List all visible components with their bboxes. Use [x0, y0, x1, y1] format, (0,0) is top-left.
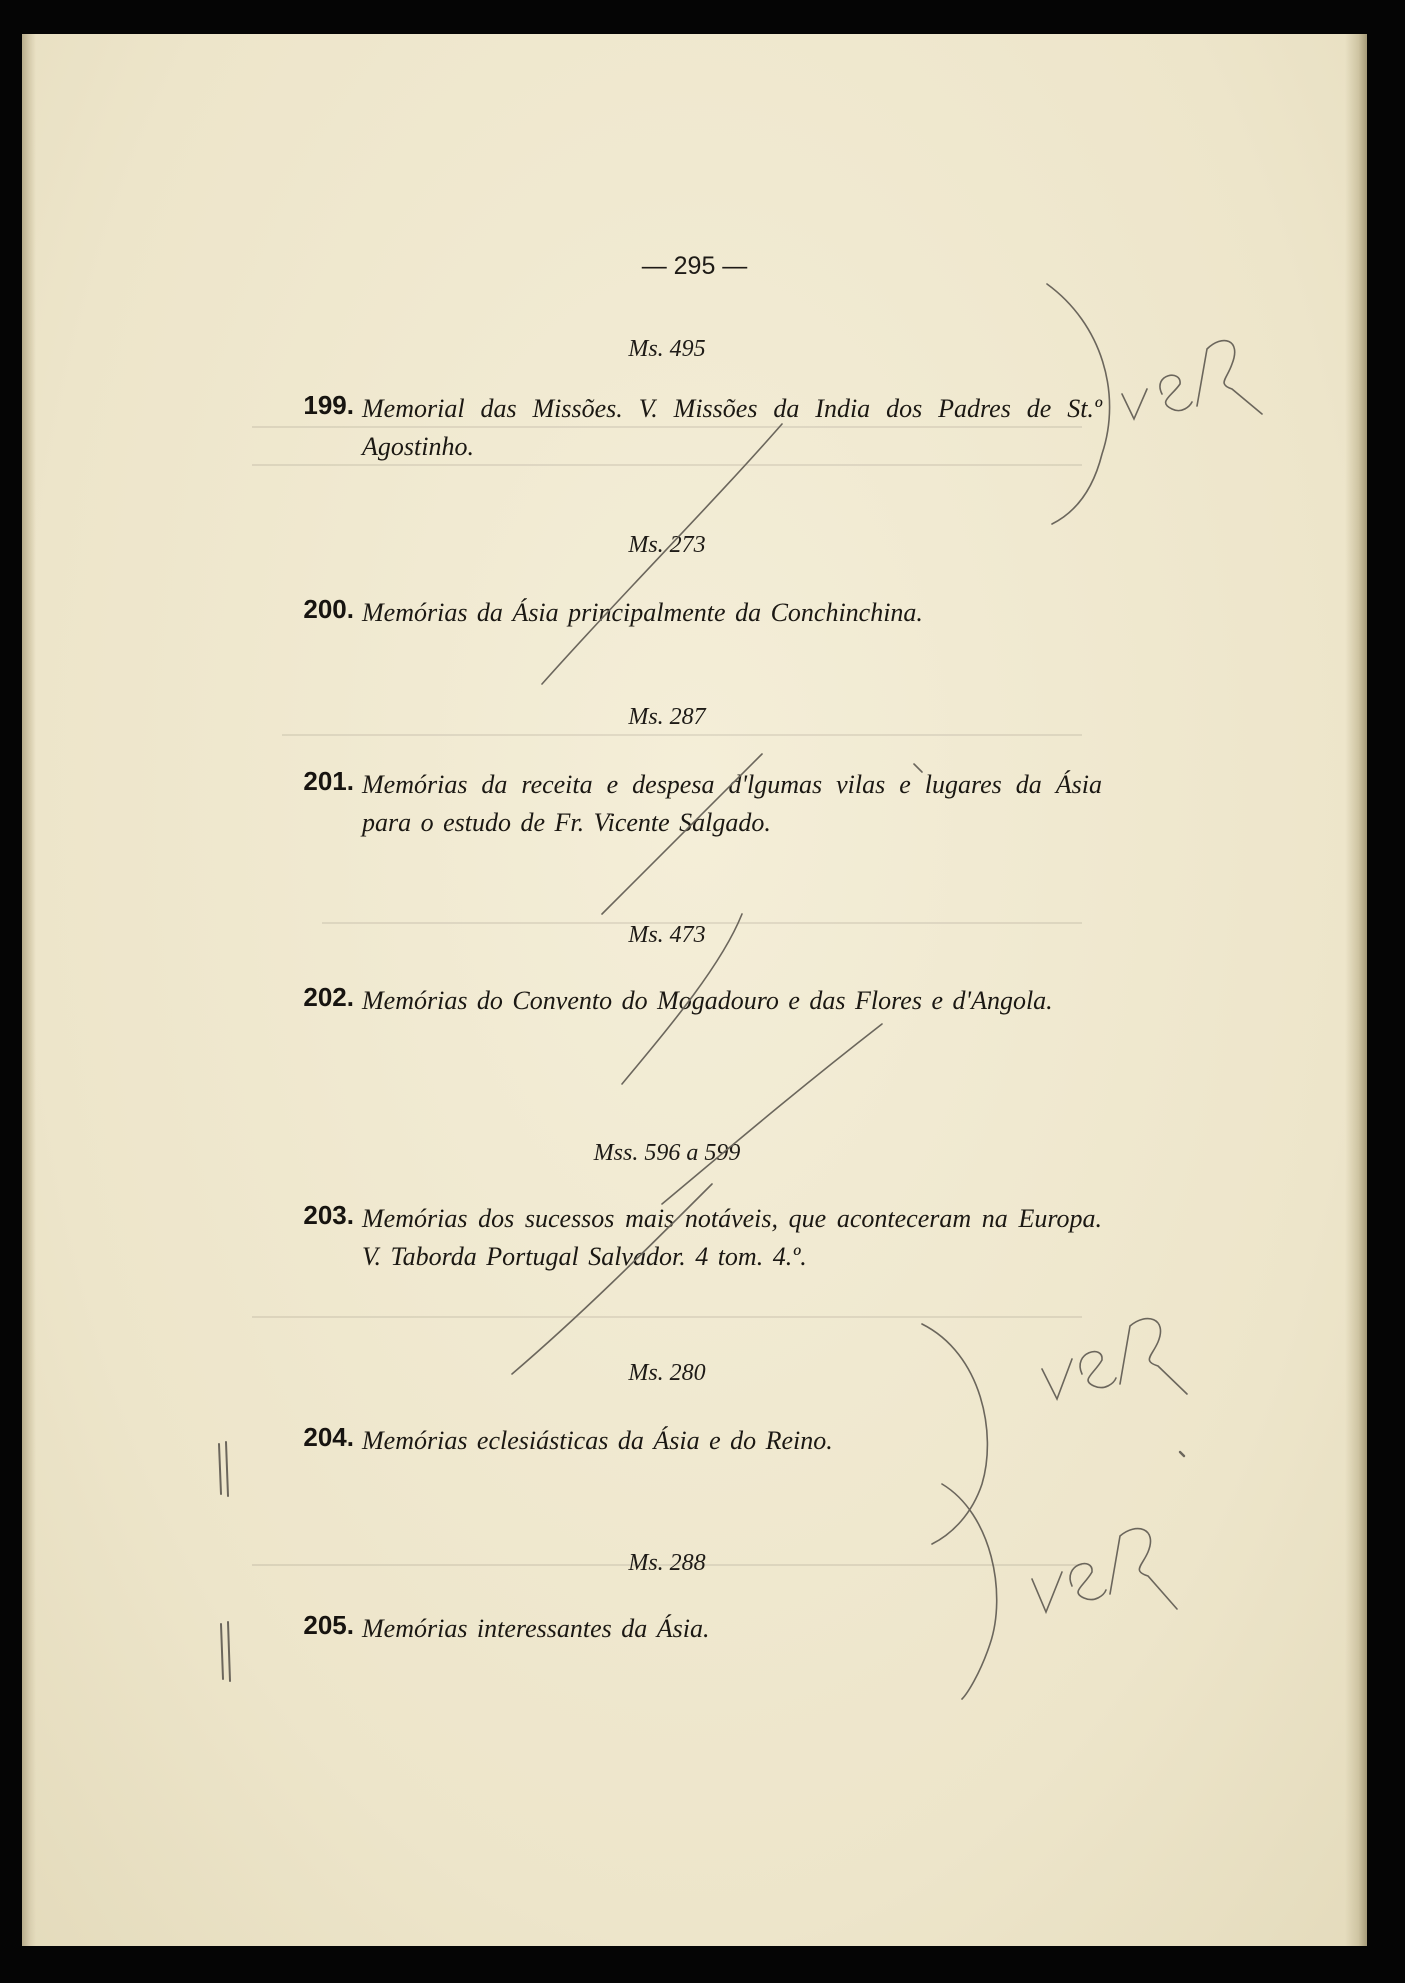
pencil-strike-line	[542, 424, 782, 684]
entry-number: 205.	[303, 1610, 354, 1640]
pencil-strike-line	[602, 754, 762, 914]
entry-text: Memórias do Convento do Mogadouro e das Flores e d'Angola.	[362, 986, 1053, 1015]
margin-double-bar	[219, 1444, 221, 1494]
pencil-bracket	[1047, 284, 1110, 524]
entry-number: 202.	[303, 982, 354, 1012]
entry-number: 199.	[303, 390, 354, 420]
shelfmark: Ms. 287	[628, 704, 706, 730]
shelfmark: Ms. 495	[628, 336, 706, 362]
entry-number: 204.	[303, 1422, 354, 1452]
document-page	[22, 34, 1367, 1946]
entry-text: Memórias eclesiásticas da Ásia e do Reino.	[362, 1426, 833, 1455]
ver-mark-2	[1042, 1359, 1072, 1399]
shelfmark: Ms. 288	[628, 1550, 706, 1576]
entry-text: Memorial das Missões. V. Missões da India dos Padres de St.º Agostinho.	[362, 394, 1102, 461]
ver-mark-1	[1122, 389, 1147, 419]
shelfmark: Ms. 280	[628, 1360, 706, 1386]
pencil-annotations	[22, 34, 1367, 1946]
margin-double-bar	[221, 1624, 223, 1679]
entry-number: 203.	[303, 1200, 354, 1230]
page-number: — 295 —	[641, 252, 748, 280]
pencil-strike-line	[662, 1024, 882, 1204]
pencil-strike-line	[622, 914, 742, 1084]
entry-number: 201.	[303, 766, 354, 796]
pencil-bracket	[942, 1484, 997, 1699]
ver-mark-3	[1032, 1572, 1062, 1612]
pencil-bracket	[922, 1324, 987, 1544]
shelfmark: Ms. 273	[628, 532, 706, 558]
entry-text: Memórias da Ásia principalmente da Conchinchina.	[362, 598, 923, 627]
shelfmark: Ms. 473	[628, 922, 706, 948]
entry-text: Memórias dos sucessos mais notáveis, que aconteceram na Europa. V. Taborda Portugal Salvador. 4 tom. 4.º.	[362, 1204, 1102, 1271]
entry-text: Memórias interessantes da Ásia.	[362, 1614, 710, 1643]
entry-number: 200.	[303, 594, 354, 624]
pencil-strike-line	[512, 1184, 712, 1374]
entry-text: Memórias da receita e despesa d'lgumas vilas e lugares da Ásia para o estudo de Fr. Vicente Salgado.	[362, 770, 1102, 837]
shelfmark: Mss. 596 a 599	[593, 1140, 741, 1166]
